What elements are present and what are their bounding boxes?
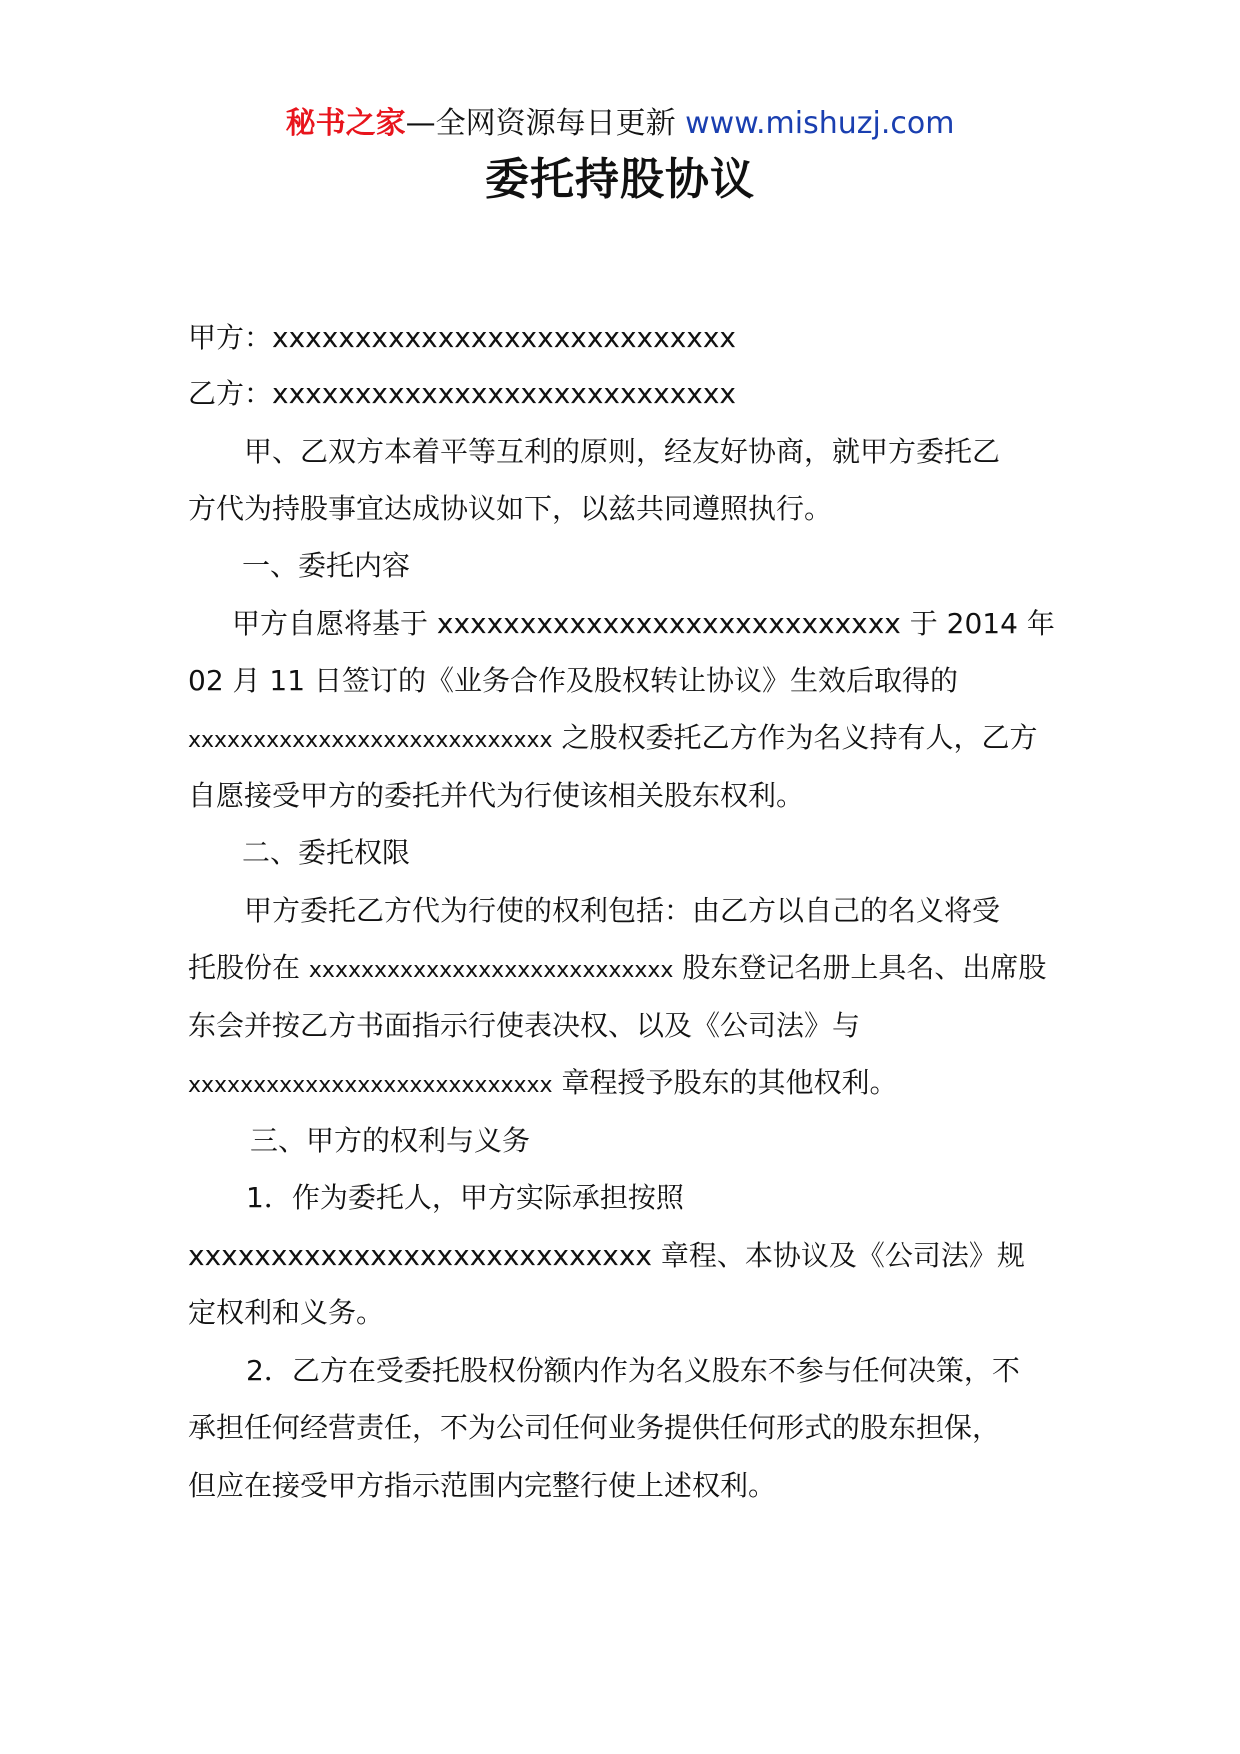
section-1-line-3 — [188, 718, 1037, 761]
section-2-line-2 — [188, 948, 1046, 991]
section-2-line-3: 东会并按乙方书面指示行使表决权、以及《公司法》与 — [188, 1009, 861, 1042]
section-3-heading: 三、甲方的权利与义务 — [250, 1124, 531, 1157]
site-header — [0, 104, 1240, 144]
section-1-line-4: 自愿接受甲方的委托并代为行使该相关股东权利。 — [188, 779, 805, 812]
section-2-line-4 — [188, 1063, 897, 1106]
section-1-heading: 一、委托内容 — [242, 549, 411, 582]
section-2-line-2-text-b: 股东登记名册上具名、出席股 — [673, 951, 1047, 984]
section-2-line-2-text-a: 托股份在 — [188, 951, 309, 984]
party-b-line: 乙方：xxxxxxxxxxxxxxxxxxxxxxxxxxxx — [188, 377, 736, 410]
party-a-line: 甲方：xxxxxxxxxxxxxxxxxxxxxxxxxxxx — [188, 321, 736, 354]
section-3-item-2-line-2: 承担任何经营责任，不为公司任何业务提供任何形式的股东担保， — [188, 1411, 1001, 1444]
section-1-line-1: 甲方自愿将基于 xxxxxxxxxxxxxxxxxxxxxxxxxxxx 于 2014 年 — [232, 607, 1055, 640]
section-1-line-2: 02 月 11 日签订的《业务合作及股权转让协议》生效后取得的 — [188, 664, 958, 697]
site-url-link[interactable]: www.mishuzj.com — [685, 106, 955, 141]
site-brand: 秘书之家 — [285, 106, 406, 141]
intro-paragraph-line-1: 甲、乙双方本着平等互利的原则，经友好协商，就甲方委托乙 — [244, 435, 1001, 468]
site-tagline: —全网资源每日更新 — [405, 106, 686, 141]
intro-paragraph-line-2: 方代为持股事宜达成协议如下，以兹共同遵照执行。 — [188, 492, 833, 525]
section-3-item-2-line-3: 但应在接受甲方指示范围内完整行使上述权利。 — [188, 1469, 777, 1502]
section-1-line-3-text: 之股权委托乙方作为名义持有人，乙方 — [552, 721, 1038, 754]
section-3-item-1-line-2: xxxxxxxxxxxxxxxxxxxxxxxxxxxx 章程、本协议及《公司法》规 — [188, 1239, 1025, 1272]
section-2-line-4-text: 章程授予股东的其他权利。 — [552, 1066, 898, 1099]
section-2-line-1: 甲方委托乙方代为行使的权利包括：由乙方以自己的名义将受 — [244, 894, 1001, 927]
section-3-item-2-line-1: 2．乙方在受委托股权份额内作为名义股东不参与任何决策，不 — [246, 1354, 1020, 1387]
placeholder-text: xxxxxxxxxxxxxxxxxxxxxxxxxxxx — [308, 958, 674, 983]
placeholder-text: xxxxxxxxxxxxxxxxxxxxxxxxxxxx — [188, 1073, 553, 1098]
section-3-item-1-line-3: 定权利和义务。 — [188, 1296, 385, 1329]
section-3-item-1-line-1: 1．作为委托人，甲方实际承担按照 — [246, 1181, 684, 1214]
section-2-heading: 二、委托权限 — [242, 836, 411, 869]
placeholder-text: xxxxxxxxxxxxxxxxxxxxxxxxxxxx — [188, 728, 553, 753]
document-title: 委托持股协议 — [485, 154, 755, 205]
